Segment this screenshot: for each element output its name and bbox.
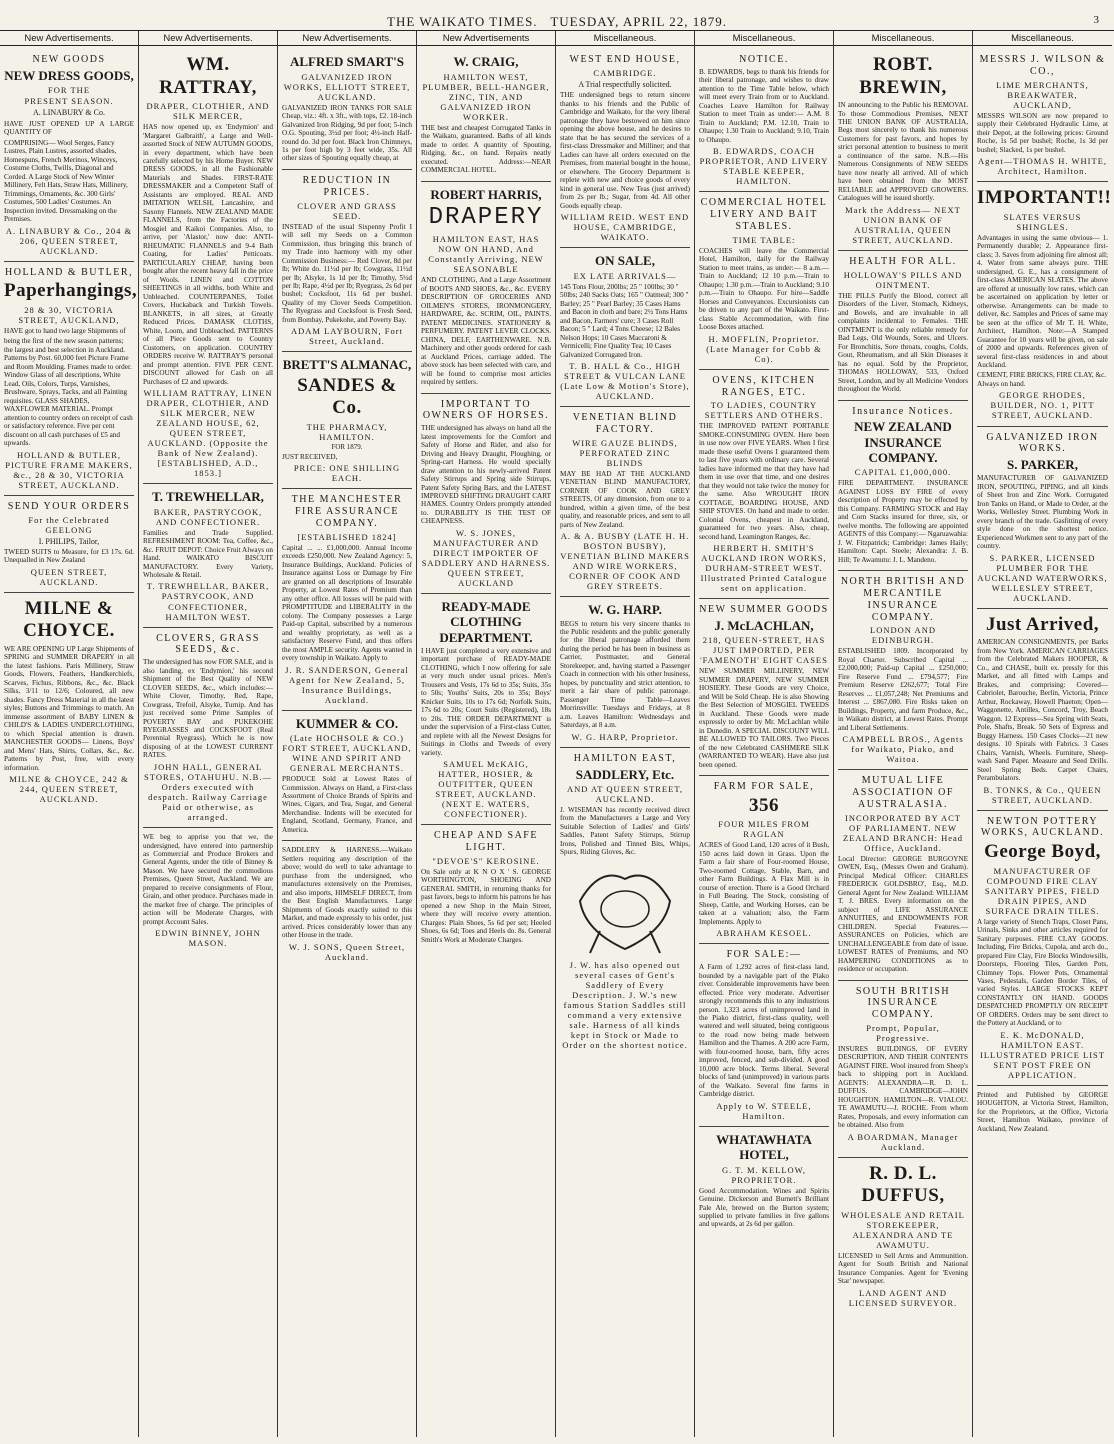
advertisement [699, 370, 829, 599]
ad-h1: HOLLAND & BUTLER, [5, 266, 133, 278]
ad-body: IN announcing to the Public his REMOVAL To those Commodious Premises, NEXT THE UNION BANK OF AUSTRALIA, Begs most sincerely to thank his numerous Customers for past favors, and hopes by strict personal attention to business to merit a continuance of the same. N.B.—His Numerous Consignments of NEW SEEDS have now nearly all arrived. All of which have been obtained from the MOST RELIABLE and APPROVED GROWERS. Catalogues will be issued shortly. [838, 101, 968, 203]
ad-foot: B. TONKS, & Co., QUEEN STREET, AUCKLAND. [983, 784, 1102, 805]
ad-body: Capital ... ... £1,000,000. Annual Income exceeds £250,000. New Zealand Agency: 5, Insurance Buildings, Auckland. Policies of Insurance against Loss or Damage by Fire are granted on all descriptions of Insurable Property, at Lowest Rates of Premium than any other office. All losses will be paid with PROMPTITUDE and LIBERALITY in the colony. The Company possesses a Large Paid-up Capital, subscribed by a numerous and wealthy proprietary, as well as a satisfactory Reserve Fund, and thus offers the most AMPLE security. Agents wanted in every township in Waikato. Apply to [282, 543, 412, 663]
advertisement [421, 182, 551, 394]
ad-caps: AND AT QUEEN STREET, AUCKLAND. [566, 783, 683, 804]
column-1 [0, 31, 139, 1437]
advertisement [143, 828, 273, 953]
ad-h2: BRETT'S ALMANAC, [282, 357, 412, 373]
ad-h2: SADDLERY, Etc. [575, 766, 675, 782]
ad-h1: NEWTON POTTERY WORKS, AUCKLAND. [980, 815, 1105, 839]
ad-sig: I. PHILIPS, Tailor, [38, 536, 100, 546]
ad-h2: READY-MADE CLOTHING DEPARTMENT. [439, 599, 533, 645]
ad-caps: MANUFACTURER OF COMPOUND FIRE CLAY SANITARY PIPES, FIELD DRAIN PIPES, AND SURFACE DRAIN TILES. [984, 865, 1101, 916]
ad-body: ACRES of Good Land, 120 acres of it Bush, 150 acres laid down in Grass. Upon the Farm a fair share of Four-roomed House, Two-roomed Cottage, Stable, Barn, and other Farm Buildings. A Flax Mill is in course of erection. There is a Good Orchard in Full Bearing. The Stock, consisting of Sheep, Cattle, and Working Horses, can be taken at a valuation; also, the Farm Implements. Apply to [699, 841, 829, 926]
ad-foot: T. B. HALL & Co., HIGH STREET & VULCAN LANE (Late Low & Motion's Store), AUCKLAND. [560, 360, 690, 402]
advertisement [282, 711, 412, 842]
column-heading: New Advertisements. [139, 31, 277, 46]
advertisement [977, 49, 1108, 182]
ad-list: CEMENT, FIRE BRICKS, FIRE CLAY, &c. Always on hand. [977, 371, 1107, 388]
ad-foot: QUEEN STREET, AUCKLAND. [30, 566, 108, 587]
ad-body: Printed and Published by GEORGE HOUGHTON, at Victoria Street, Hamilton, for the Proprietors, at the Office, Victoria Street, Hamilton Waikato, province of Auckland, New Zealand. [977, 1090, 1108, 1133]
ad-body: HAVE got to hand two large Shipments of [4, 326, 126, 335]
page-number: 3 [1093, 14, 1100, 26]
advertisement [838, 1158, 968, 1313]
ad-body: HAS now opened up, ex 'Endymion' and 'Margaret Galbraith', a Large and Well-assorted Stock of NEW AUTUMN GOODS, in every department, which have been carefully selected by his Home Buyer. NEW DRESS GOODS, in all the Fashionable Materials and Shades. FIRST-RATE DRESSMAKER and a Competent Staff of Assistants are employed. REAL AND IMITATION WELSH, Lancashire, and Saxony Flannels. NEW ZEALAND MADE FLANNELS, from the Factories of the Mosgiel and Kaikoi Companies. Also, to arrive, per 'Alastor,' now due: ANTI-RHEUMATIC FLANNELS and 9-4 Bath Coating, for Ladies' Petticoats. PARTICULARLY CHEAP, having been bought after the recent heavy fall in the price of Wools. LINEN and COTTON SHEETINGS in all widths, both White and Unbleached. COUNTERPANES, Toilet Covers, Huckaback and Turkish Towels. BLANKETS, in all sizes, at Greatly Reduced Prices. DAMASK CLOTHS, White, Loom, and Unbleached. PATTERNS of all Piece Goods sent to Country Customers, on application. COUNTRY ORDERS receive W. RATTRAY'S personal and prompt attention. FIVE PER CENT. DISCOUNT allowed for Cash on all Purchases of £2 and upwards. [143, 123, 273, 386]
ad-foot: Mark the Address— NEXT UNION BANK OF AUSTRALIA, QUEEN STREET, AUCKLAND. [845, 204, 961, 245]
advertisement [4, 262, 138, 496]
advertisement [421, 394, 551, 595]
ad-big: ROBT. BREWIN, [859, 54, 947, 98]
advertisement [977, 609, 1108, 811]
ad-body: PRODUCE Sold at Lowest Rates of Commission. Always on Hand, a First-class Assortment of Choice Brands of Spirits and Wines, Cigars, and Tea, Sugar, and General Merchandise. Indents will be executed for England, Scotland, Germany, France, and America. [282, 775, 412, 834]
ad-foot: PRICE: ONE SHILLING EACH. [293, 463, 401, 484]
ad-foot: A. & A. BUSBY (LATE H. H. BOSTON BUSBY), VENETIAN BLIND MAKERS AND WIRE WORKERS, CORNER OF COOK AND GREY STREETS. [560, 531, 690, 592]
column-heading: Miscellaneous. [695, 31, 833, 46]
column-heading: New Advertisements [417, 31, 555, 46]
ad-foot: W. J. SONS, Queen Street, Auckland. [288, 941, 406, 962]
advertisement [143, 484, 273, 627]
column-6 [695, 31, 834, 1437]
ad-caps: HAMILTON WEST, PLUMBER, BELL-HANGER, ZINC, TIN, AND GALVANIZED IRON WORKER. [422, 71, 550, 122]
advertisement [143, 628, 273, 829]
ad-body: MESSRS WILSON are now prepared to supply their Celebrated Hydraulic Lime, at their Depot, at the following prices: Ground Roche, 1s 5d per bushel; Roche, 1s 3d per bushel; Slacked, 1s per bushel. [977, 111, 1108, 154]
ad-body: INSURES BUILDINGS, OF EVERY DESCRIPTION, AND THEIR CONTENTS AGAINST FIRE. Wool insured from Sheep's back to shipping port in Auckland. AGENTS: ALEXANDRA—R. D. L. DUFFUS. CAMBRIDGE—JOHN HOUGHTON. HAMILTON—R. VIALOU. TE AWAMUTU—J. ROCHE. From whom Rates, Proposals, and every information can be obtained. Also from [838, 1044, 968, 1130]
ad-foot: GEORGE RHODES, BUILDER, NO. 1, PITT STREET, AUCKLAND. [990, 390, 1095, 421]
ad-h1: CHEAP AND SAFE LIGHT. [434, 830, 538, 854]
ad-body: ESTABLISHED 1809. Incorporated by Royal Charter. Subscribed Capital ... £2,000,000; Paid-up Capital ... £250,000; Fire Reserve Fund ... £794,577; Fire Premium Reserve £262,677; Total Fire Reserves ... £1,057,248; Net Premiums and Interest ... £867,080. Fire Risks taken on Buildings, Property, and farm Produce, &c., in Waikato district, at Lowest Rates. Prompt and Liberal Settlements. [838, 647, 968, 732]
advertisement [977, 182, 1112, 426]
advertisement [4, 49, 134, 261]
ad-caps: LIME MERCHANTS, BREAKWATER, AUCKLAND, [996, 79, 1089, 110]
column-heading: New Advertisements. [0, 31, 138, 46]
advertisement [282, 841, 412, 966]
advertisement [4, 496, 134, 593]
ad-h2: T. TREWHELLAR, [152, 489, 264, 505]
advertisement [838, 251, 968, 401]
column-heading: New Advertisements. [278, 31, 416, 46]
advertisement [838, 981, 968, 1158]
ad-foot: B. EDWARDS, COACH PROPRIETOR, AND LIVERY STABLE KEEPER, HAMILTON. [699, 146, 829, 187]
ad-h1: OVENS, KITCHEN RANGES, ETC. [712, 374, 816, 398]
ad-body: INSTEAD of the usual Sixpenny Profit I will sell my Seeds on a Common Commission, thus bringing this branch of my Trade into harmony with my other Commission Business:— Red Clover, 8d per lb; White do. 11½d per lb; Cowgrass, 11½d per lb; Alsyke, 1s 1d per lb; Timothy, 5½d per lb; Rape, 4½d per lb; Ryegrass, 2s 6d per bushel; Cocksfoot, 11s 6d per bushel. Quality of my Clover Seeds Competition. The Ryegrass and Cocksfoot is Fresh Seed, from Bombay, Pukekohe, and Poverty Bay. [282, 222, 412, 324]
ad-caps: HAMILTON EAST, HAS NOW ON HAND, And Constantly Arriving, NEW SEASONABLE [428, 234, 544, 275]
ad-caps: (Late HOCHSOLE & CO.) FORT STREET, AUCKLAND, WINE AND SPIRIT AND GENERAL MERCHANTS. [282, 732, 412, 773]
ad-caps: WHOLESALE AND RETAIL STOREKEEPER, ALEXANDRA AND TE AWAMUTU. [841, 1209, 965, 1250]
ad-caps: "DEVOE'S" KEROSINE. [432, 855, 540, 866]
ad-body: WE beg to apprise you that we, the undersigned, have entered into partnership as Commercial and Produce Brokers and General Agents, under the title of Binney & Mason. We have secured the commodious Premises, Queen Street, Auckland. We are prepared to receive consignments of Flour, Grain, and other produce. Purchases made in the market free of charge. The principles of action will be Moderate Charges, with prompt Account Sales. [143, 833, 273, 926]
advertisement [282, 489, 412, 710]
column-3 [278, 31, 417, 1437]
ad-h1: MESSRS J. WILSON & CO., [979, 54, 1106, 77]
ad-h2: WHATAWHATA HOTEL, [716, 1131, 812, 1163]
ad-h1: REDUCTION IN PRICES. [302, 174, 392, 198]
ad-caps: EX LATE ARRIVALS— [573, 270, 677, 281]
ad-big: IMPORTANT!! [977, 187, 1112, 209]
advertisement [560, 248, 690, 407]
advertisement [699, 776, 829, 944]
ad-foot: T. TREWHELLAR, BAKER, PASTRYCOOK, AND CONFECTIONER, HAMILTON WEST. [146, 581, 270, 622]
ad-caps: For the Celebrated GEELONG [28, 514, 110, 535]
column-4 [417, 31, 556, 1437]
ad-body: AMERICAN CONSIGNMENTS, per Barks from New York. AMERICAN CARRIAGES from the Celebrated Makers HOOPER, & Co., and CHASE, built ex. pressly for this Market, and all fitted with Lamps and Brakes, and comprising: Covered—Cabriolet, Barouche, Berlin, Victoria, Prince Arthur, Rockaway, Howell Phaeton; Open—Waggonette, Antilles, Concord, Troy, Beach Waggon. 12 Express—Sea Spring with Seats, Pole, Shafts, Break. 50 Sets of Express and Buggy Harness. 150 Cases Clocks—21 new designs. 10 Spirals with Fabrics. 3 Cases Chairs, Varnish, Wheels. Furniture, Sheep-wash Sand Paper. Measure and Seed Drills. Steel Spring Beds. Carpet Chairs, Perambulators. [977, 638, 1108, 783]
ad-h1: CLOVERS, GRASS SEEDS, &c. [156, 632, 260, 656]
ad-xbig: DRAPERY [428, 203, 544, 231]
ad-foot: E. K. McDONALD, HAMILTON EAST. ILLUSTRATED PRICE LIST SENT POST FREE ON APPLICATION. [980, 1029, 1105, 1080]
ad-foot: HERBERT H. SMITH'S AUCKLAND IRON WORKS, DURHAM-STREET WEST. Illustrated Printed Catalogue sent on application. [700, 543, 828, 594]
advertisement [977, 1086, 1108, 1139]
ad-h1: THE MANCHESTER FIRE ASSURANCE COMPANY. [291, 494, 403, 529]
ad-body: SADDLERY & HARNESS.—Waikato Settlers requiring any description of the above; would do well to take advantage to purchase from the undersigned, who manufactures extensively on the Premises, and also imports, HIMSELF DIRECT, from the Best English Manufacturers. Large Shipments of Goods exactly suited to this Market, and made expressly to his order, just arrived. Prices considerably lower than any other House in the trade. [282, 846, 412, 940]
ad-body: TWEED SUITS to Measure, for £3 17s. 6d. Unequalled in New Zealand [4, 548, 134, 565]
advertisement [699, 49, 829, 192]
ad-big: 356 [749, 794, 779, 816]
ad-body: B. EDWARDS, begs to thank his friends for their liberal patronage, and wishes to draw attention to the Time Table below, which will meet every Train from or to Auckland. Coaches Leave Hamilton for Railway Station to meet Train as under:— A.M. 8 Train to Auckland; P.M. 12.10, Train to Ohaupo; 1.30 Train to Auckland; 9.10, Train to Ohaupo. [699, 68, 829, 144]
ad-caps: FOR THE [47, 85, 91, 96]
ad-body: A Farm of 1,292 acres of first-class land, bounded by a navigable part of the Piako river. Considerable improvements have been effected. Price very moderate. Advertiser strongly recommends this to any industrious person. 1,323 acres of unimproved land in the Piako district, first-class quality, well watered and well situated, being contiguous to the road now being made between Hamilton and the Thames. A 200 acre Farm, with four-roomed house, barn, fifty acres improved, fenced, and sub-divided. A good 10,000 acre block. Terms liberal. Several blocks of land (unimproved) in various parts of the Waikato. Several fine farms in Cambridge district. [699, 963, 829, 1099]
masthead [0, 0, 1114, 31]
ad-caps: LONDON AND EDINBURGH. [870, 625, 936, 646]
ad-body: LICENSED to Sell Arms and Ammunition. Agent for South British and National Insurance Companies. Agent for 'Evening Star' newspaper. [838, 1251, 968, 1286]
advertisement [977, 427, 1108, 609]
advertisement [699, 192, 829, 369]
ad-foot: JOHN HALL, GENERAL STORES, OTAHUHU. N.B.—Orders executed with despatch. Railway Carriage Paid or otherwise, as arranged. [144, 761, 272, 823]
ad-caps: CAPITAL £1,000,000. [854, 467, 952, 478]
ad-caps: HOLLOWAY'S PILLS AND OINTMENT. [843, 269, 963, 290]
ad-caps: 218, QUEEN-STREET, HAS JUST IMPORTED, PER 'FAMENOTH' EIGHT CASES [700, 635, 828, 666]
ad-caps: FOUR MILES FROM RAGLAN [718, 819, 810, 840]
column-8 [973, 31, 1112, 1437]
ad-h2: W. CRAIG, [453, 54, 519, 70]
masthead-date: TUESDAY, APRIL 22, 1879. [550, 14, 727, 29]
ad-h1: NOTICE. [739, 54, 789, 66]
ad-h1: HAMILTON EAST, [573, 752, 677, 764]
ad-h1: NEW GOODS [32, 54, 106, 66]
column-5 [556, 31, 695, 1437]
ad-caps: 28 & 30, VICTORIA STREET, AUCKLAND, [18, 304, 120, 325]
ad-body: MANUFACTURER OF GALVANIZED IRON, SPOUTING, PIPING, and all kinds of Sheet Iron and Zinc Work. Corrugated Iron Tanks on Hand, or Made to Order, at the Works, Wellesley Street. Plumbing Work in every branch of the trade. Gasfitting of every style done on the shortest notice. Experienced Workmen sent to any part of the country. [977, 474, 1108, 551]
ad-foot: A. LINABURY & Co., 204 & 206, QUEEN STREET, AUCKLAND. [5, 225, 133, 256]
advertisement [977, 811, 1108, 1086]
ad-foot: LAND AGENT AND LICENSED SURVEYOR. [848, 1287, 958, 1308]
ad-big: R. D. L. DUFFUS, [861, 1162, 945, 1207]
ad-body: Local Director: GEORGE BURGOYNE OWEN, Esq., (Messrs Owen and Graham). Principal Medical Officer: CHARLES FREDERICK GOLDSBRO', Esq., M.D. General Agent for New Zealand: WILLIAM T. J. BRES. Every information on the subject of LIFE ASSURANCE ANNUITIES, and ENDOWMENTS FOR CHILDREN. Special Features.—ASSURANCES on Policies, which are UNCHALLENGEABLE from date of issue. LOWEST RATES of Premiums, and NO HAMPERING CONDITIONS as to residence or occupation. [838, 854, 968, 974]
ad-body: Advantages in using the same obvious— 1. Permanently durable; 2. Appearance first-class; 3. Saves from adjoining fire almost all; 4. Water from same always pure. THE undersigned, G. E., has a consignment of first-class AMERICAN SLATES. The above are offered at unusually low rates, which can be ascertained on application by letter or otherwise. Arrangements can be made to deliver, &c. Samples and Prices of same may be seen at the office of Mr T. H. White, Architect, Hamilton. Note:—A Stamped Guarantee for 10 years will be given, on sale of 2000 and upwards. References given of several first-class residences in and about Auckland. [977, 233, 1108, 369]
ad-h1: VENETIAN BLIND FACTORY. [572, 412, 678, 435]
advertisement [421, 594, 551, 825]
ad-h1: IMPORTANT TO OWNERS OF HORSES. [422, 398, 550, 422]
ad-h1: SEND YOUR ORDERS [7, 500, 131, 512]
column-heading: Miscellaneous. [973, 31, 1112, 46]
ad-h1: GALVANIZED IRON WORKS. [986, 431, 1099, 455]
ad-body: HAVE JUST OPENED UP A LARGE QUANTITY OF [4, 119, 134, 137]
ad-big: Just Arrived, [985, 613, 1100, 635]
ad-big: WM. RATTRAY, [159, 54, 257, 98]
ad-caps: BAKER, PASTRYCOOK, AND CONFECTIONER. [153, 506, 263, 527]
column-heading: Miscellaneous. [834, 31, 972, 46]
ad-list: being the first of the new season patterns; the largest and best selection in Auckland. Patterns by Post. 60,000 feet Picture Frame and Room Moulding. Frames made to order. Window Glass of all descriptions, White Lead, Oils, Colors, Turps, Varnishes, Brushware, Sprays, Tacks, and all Painting requisites. GLASS SHADES, WAXFLOWER MATERIAL. Prompt attention to country orders on receipt of cash or satisfactory reference. Five per cent discount on all cash purchases of £5 and upwards. [4, 337, 133, 448]
ad-caps: TIME TABLE: [732, 234, 796, 245]
advertisement [838, 401, 968, 572]
ad-body: THE PILLS Purify the Blood, correct all Disorders of the Liver, Stomach, Kidneys, and Bowels, and are invaluable in all complaints incidental to Females. THE OINTMENT is the only reliable remedy for Bad Legs, Old Wounds, Sores, and Ulcers. For Bronchitis, Sore throats, coughs, Colds, Gout, Rheumatism, and all Skin Diseases it has no equal. Sold by the Proprietor, THOMAS HOLLOWAY, 533, Oxford Street, London, and by all Medicine Vendors throughout the World. [838, 291, 968, 394]
ad-body: The undersigned has now FOR SALE, and is also landing, ex 'Endymion,' his second Shipment of the Best Quality of NEW CLOVER SEEDS, &c., which includes:— White Clover, Timothy, Red, Rape, Cowgrass, Trefoil, Alsyke, Turnip. And has just received some Prime Samples of POVERTY BAY and PUKEKOHE RYEGRASSES and COCKSFOOT (Real Perennial Ryegrass), Which he is now disposing of at the LOWEST CURRENT RATES. [143, 658, 273, 760]
ad-body: Good Accommodation. Wines and Spirits Genuine. Dickerson and Burnett's Brilliant Pale Ale, brewed on the Burton system; supplied to private families in five gallons and upwards, at 2s 6d per gallon. [699, 1186, 829, 1229]
ad-h1: WEST END HOUSE, [569, 54, 681, 66]
ad-body: THE IMPROVED PATENT PORTABLE SMOKE-CONSUMING OVEN. Here been in use now over FIVE YEARS. When I first made these useful Ovens I guaranteed them to last five years with ordinary care. Several ladies have informed me that they have had them in use over that time, and one desires that they would not take twice the money for the same. Also WROUGHT IRON COTTAGE, BOARDING HOUSE, AND SHIP STOVES. On hand and made to order. Colonial Ovens, cheapest in Auckland, guaranteed for two years. Also, cheap, second hand, Leamington Ranges, &c. [699, 422, 829, 541]
advertisement [838, 49, 968, 251]
ad-body: THE best and cheapest Corrugated Tanks in the Waikato, guaranteed. Baths of all kinds made to order. A quantity of Spouting, Ridging, &c., on hand. Repairs neatly executed. Address:—NEAR COMMERCIAL HOTEL. [421, 123, 551, 175]
ad-caps: WIRE GAUZE BLINDS, PERFORATED ZINC BLINDS [572, 437, 678, 468]
advertisement [143, 49, 273, 484]
ad-foot: J. R. SANDERSON, General Agent for New Zealand, 5, Insurance Buildings, Auckland. [285, 664, 409, 705]
ad-body: NEW SUMMER MILLINERY, NEW SUMMER DRAPERY, NEW SUMMER HOSIERY. These Goods are very Choice, and Will be Sold Cheap. He is also Showing the Best Selection of MOSGIEL TWEEDS in Auckland. These Goods were made expressly to order by Mr. McLachlan while in Dunedin. A SPECIAL DISCOUNT WILL BE ALLOWED TO TAILORS. Two Pieces of the new Celebrated CASHMERE SILK (WARRANTED TO WEAR). Have also just been opened. [699, 667, 829, 769]
ad-caps: THE PHARMACY, HAMILTON. [306, 421, 388, 442]
ad-body: GALVANIZED IRON TANKS FOR SALE Cheap, viz.: 4ft. x 3ft., with tops, £2. 18-inch Galvanized Iron Ridging, 9d per foot; 5-inch O.G. Spouting, 3½d per foot; 4½-inch Half-round do. 3d per foot. Black Iron Chimneys, 1s per foot high by 3 feet wide, 35s. All other sizes of Spouting equally cheap, at [282, 103, 412, 163]
ad-body: WE ARE OPENING UP Large Shipments of SPRING and SUMMER DRAPERY in all the latest fashions. Paris Millinery, Straw Goods, Flowers, Feathers, Handkerchiefs, Scarves, Fichus, Ribbons, &c., &c. Black Silks, 3/11 to 12/6; Coloured, all new shades. Fancy Dress Material in all the latest styles; Buttons and Trimmings to match. An immense assortment of BABY LINEN & CHILD'S & LADIES UNDERCLOTHING, to which Special attention is drawn. MANCHESTER GOODS— Linens, Boys' and Mens' Hats, Shirts, Collars, &c., &c. Patterns by Post, free, with every information. [4, 644, 134, 772]
ad-body: J. WISEMAN has recently received direct from the Manufacturers a Large and Very Suitable Selection of Ladies' and Girls' Saddles, Patent Safety Stirrups, Stirrup Irons, Polished and Tinned Bits, Whips, Spurs, Riding Gloves, &c. [560, 805, 690, 857]
ad-h1: FOR SALE:— [726, 949, 802, 961]
ad-body: Families and Trade Supplied. REFRESHMENT ROOM: Tea, Coffee, &c., &c. FRUIT DEPOT: Choice Fruit Always on Hand. WAIKATO BISCUIT MANUFACTORY. Every Variety, Wholesale & Retail. [143, 528, 273, 579]
ad-foot: WILLIAM REID. WEST END HOUSE, CAMBRIDGE, WAIKATO. [560, 212, 690, 243]
ad-foot: EDWIN BINNEY, JOHN MASON. [155, 928, 261, 949]
ad-body: JUST RECEIVED, [282, 452, 338, 461]
ad-foot: ADAM LAYBOURN, Fort Street, Auckland. [291, 326, 403, 347]
ad-h1: NORTH BRITISH AND MERCANTILE INSURANCE COMPANY. [840, 576, 966, 623]
advertisement [560, 597, 690, 748]
ad-body: MAY BE HAD AT THE AUCKLAND VENETIAN BLIND MANUFACTORY, CORNER OF COOK AND GREY STREETS, Of any dimension, from one to a hundred, within a given time, of the best quality, and reasonable prices, and sent to all parts of New Zealand. [560, 469, 690, 529]
ad-caps: CAMBRIDGE. [593, 68, 657, 78]
ad-h2: KUMMER & CO. [295, 715, 399, 731]
ad-body: AND CLOTHING, And a Large Assortment of BOOTS AND SHOES, &c., &c. EVERY DESCRIPTION OF GROCERIES AND OILMEN'S STORES, IRONMONGERY, HARDWARE, &c. SCRIM, OIL, PAINTS. PATENT MEDICINES. STATIONERY & PERFUMERY. PATENT LEVER CLOCKS. CHINA, DELF, EARTHENWARE. N.B. Machinery and other goods ordered for cash at Auckland Prices, carriage added. The above stock has been selected with care, and will be found to comprise most articles required by settlers. [421, 276, 551, 387]
ad-caps: DRAPER, CLOTHIER, AND SILK MERCER, [146, 101, 270, 122]
column-7 [834, 31, 973, 1437]
ad-list: COMPRISING— Wool Serges, Fancy Lustres, Plain Lustres, assorted shades, Homespuns, French Merinos, Winceys, Costume Cloths, Twills, Diagonal and Corded. A Large Stock of New Winter Millinery, Felt Hats, Straw Hats, Millinery, Trimmings, Ornaments, &c. 300 Girls' Costumes, 500 Ladies' Costumes. An Inspection invited. Dressmaking on the Premises. [4, 138, 128, 224]
masthead-title: THE WAIKATO TIMES. [387, 14, 538, 29]
ad-h1: SOUTH BRITISH INSURANCE COMPANY. [855, 985, 951, 1021]
advertisement [282, 352, 412, 489]
ad-caps: SLATES VERSUS SHINGLES. [1003, 211, 1082, 232]
advertisement [421, 49, 551, 181]
ad-foot: Agent—THOMAS H. WHITE, Architect, Hamilton. [977, 156, 1108, 177]
ad-h2: ALFRED SMART'S [289, 54, 405, 70]
advertisement [560, 748, 690, 1055]
ad-body: BEGS to return his very sincere thanks to the Public residents and the public generally for the liberal patronage afforded them during the period he has been in business as Carrier, Postmaster, and General Storekeeper, and, having started a Passenger Coach in connection with his other business, hopes, by punctuality and strict attention, to merit a fair share of public patronage. Passenger Time Table—Leaves Morrinsville: Tuesdays and Fridays, at 8 a.m. Leaves Hamilton: Wednesdays and Saturdays, at 8 a.m. [560, 619, 690, 730]
ad-foot: J. W. has also opened out several cases of Gent's Saddlery of Every Description. J. W.'s new famous Station Saddles still command a very extensive sale. Harness of all kinds kept in Stock or Made to Order on the shortest notice. [562, 959, 688, 1050]
advertisement [4, 593, 134, 809]
ad-caps2: PRESENT SEASON. [24, 96, 114, 107]
advertisement [699, 599, 829, 776]
ad-h1: NEW SUMMER GOODS [699, 604, 829, 616]
advertisement [560, 49, 690, 248]
ad-foot: W. S. JONES, MANUFACTURER AND DIRECT IMPORTER OF SADDLERY AND HARNESS. QUEEN STREET, AUCKLAND [421, 527, 551, 588]
ad-h2: ON SALE, [595, 253, 655, 269]
ad-foot: WILLIAM RATTRAY, LINEN DRAPER, CLOTHIER, AND SILK MERCER, NEW ZEALAND HOUSE, 62, QUEEN STREET, AUCKLAND. (Opposite the Bank of New Zealand). [ESTABLISHED, A.D., 1853.] [143, 388, 273, 479]
ad-body: COACHES will leave the Commercial Hotel, Hamilton, daily for the Railway Station to meet trains, as under:— 8 a.m.—Train to Auckland; 12 10 p.m.—Train to Ohaupo; 1.30 p.m.—Train to Auckland; 9.10 p.m.—Train to Ohaupo. For hire—Saddle Horses and Conveyances. Excursionists can be driven to any part of the Waikato. First-class Stable Accommodation, with fine Loose Boxes attached. [699, 246, 829, 332]
ad-h2: W. G. HARP. [588, 602, 662, 618]
saddle-illustration [570, 861, 680, 956]
ad-foot: H. MOFFLIN, Proprietor. (Late Manager for Cobb & Co). [706, 333, 822, 364]
ad-list: 145 Tons Flour, 200lbs; 25 " 100lbs; 30 " 50lbs; 240 Sacks Oats; 165 " Oatmeal; 300 " Barley; 25 " Pearl Barley; 35 Cases Hams and Bacon in cloth and bare; 2½ Tons Hams and Bacon, Farmers' cure; 3 Cases Roll Bacon; 5 " Lard; 4 Tons Cheese; 12 Bales Nelson Hops; 10 Cases Maccaroni & Vermicelli; Fine Quality Tea; 10 Cases Galvanized Corrugated Iron. [560, 282, 689, 359]
advertisement [838, 770, 968, 980]
ad-body: A large variety of Stench Traps, Closet Pans, Urinals, Sinks and other articles required for Sanitary purposes. FIRE CLAY GOODS. Including, Fire Bricks, Cupola, and arch do., prepared Fire Clay, Fire Blocks Windowsills, Doorsteps, Flooring Tiles, Garden Pots, Chimney Tops. Flower Pots, Ornamental Vases, Pedestals, Garden Border Tiles, of varied Styles. LARGE STOCKS KEPT CONSTANTLY ON HAND. GOODS DESPATCHED PROMPTLY ON RECEIPT OF ORDERS. Orders may be sent direct to the Pottery at Auckland, or to [977, 917, 1108, 1028]
ad-body: THE undersigned has always on hand all the latest improvements for the Comfort and Safety of Horse and Rider, and also for Driving and Heavy Draught, Ploughing, or Spring-cart Harness. He would specially draw attention to his newly-arrived Patent Safety Stirrups and Spring side Stirrups, Patent Safety Spring Bars, and the LATEST IMPROVED SHIFTING DRAUGHT CART HAMES. Country Orders promptly attended to. DURABILITY IS THE TEST OF CHEAPNESS. [421, 424, 551, 526]
column-heading: Miscellaneous. [556, 31, 694, 46]
ad-foot: SAMUEL McKAIG, HATTER, HOSIER, & OUTFITTER, QUEEN STREET, AUCKLAND. (NEXT E. WATERS, CONFECTIONER). [435, 759, 537, 820]
ad-small: FOR 1879. [331, 442, 363, 451]
ad-caps: TO LADIES, COUNTRY SETTLERS AND OTHERS. [704, 400, 824, 421]
ad-caps: [ESTABLISHED 1824] [297, 531, 397, 542]
ad-caps: INCORPORATED BY ACT OF PARLIAMENT. NEW ZEALAND BRANCH: Head Office, Auckland. [842, 812, 964, 853]
ad-big: MILNE & CHOYCE. [23, 598, 115, 642]
ad-h2: ROBERT HARRIS, [430, 186, 542, 202]
advertisement [560, 407, 690, 597]
ad-caps: CLOVER AND GRASS SEED. [297, 200, 397, 221]
ad-big: Paperhangings, [4, 280, 138, 302]
advertisement [838, 571, 968, 770]
advertisement [699, 1127, 829, 1235]
ad-body: THE undersigned begs to return sincere thanks to his friends and the Public of Cambridge and Waikato, for the very liberal patronage they have bestowed on him since opening the above house, and he desires to state that he has secured the services of a first-class Dressmaker and Milliner; and that Ladies can have all orders executed on the Premises, from material bought in the house, or elsewhere. The Grocery Department is replete with new and choice goods of every kind in general use. New Teas (just arrived) from 2s per lb.; Sugar, from 4d. All other Goods equally cheap. [560, 91, 690, 210]
ad-h1: HEALTH FOR ALL. [849, 255, 957, 267]
advertisement [282, 170, 412, 352]
column-container [0, 31, 1114, 1437]
advertisement [282, 49, 412, 170]
ad-sig: A Trial respectfully solicited. [578, 80, 672, 90]
ad-foot: W. G. HARP, Proprietor. [571, 731, 679, 742]
advertisement [421, 825, 551, 950]
ad-h2: S. PARKER, [1007, 457, 1078, 473]
ad-h2: NEW DRESS GOODS, [4, 68, 134, 83]
ad-h2: J. McLACHLAN, [714, 618, 814, 633]
ad-caps: GALVANIZED IRON WORKS, ELLIOTT STREET, AUCKLAND. [283, 71, 411, 102]
ad-sig: A. LINABURY & Co. [33, 108, 105, 118]
ad-foot: MILNE & CHOYCE, 242 & 244, QUEEN STREET, AUCKLAND. [9, 774, 129, 805]
ad-h1: COMMERCIAL HOTEL LIVERY AND BAIT STABLES. [700, 197, 828, 233]
column-2 [139, 31, 278, 1437]
ad-foot: CAMPBELL BROS., Agents for Waikato, Piako, and Waitoa. [842, 734, 964, 765]
ad-foot: HOLLAND & BUTLER, PICTURE FRAME MAKERS, &c., 28 & 30, VICTORIA STREET, AUCKLAND. [5, 449, 133, 490]
ad-caps: Prompt, Popular, Progressive. [866, 1022, 940, 1043]
ad-big: SANDES & Co. [297, 374, 397, 419]
ad-body: On Sale only at K N O X ' S. GEORGE WORTHINGTON, SHOEING AND GENERAL SMITH, in returning thanks for past favors, begs to inform his patrons he has opened a new Shop in the Main Street, where they will receive every attention. Charges: Plain Shoes, 5s 6d per set; Heeled Shoes, 6s 6d; Toes and Heels do. 8s. General Smith's Work at Moderate Charges. [421, 868, 551, 944]
ad-foot: A BOARDMAN, Manager Auckland. [847, 1131, 959, 1152]
ad-h1: FARM FOR SALE, [713, 781, 815, 793]
ad-h2: NEW ZEALAND INSURANCE COMPANY. [854, 419, 952, 465]
ad-caps: G. T. M. KELLOW, PROPRIETOR. [721, 1164, 807, 1185]
ad-foot: ABRAHAM KESOEL. [716, 928, 812, 939]
advertisement [699, 944, 829, 1127]
ad-big: George Boyd, [984, 841, 1101, 863]
ad-h1: MUTUAL LIFE ASSOCIATION OF AUSTRALASIA. [852, 775, 954, 810]
ad-h1: Insurance Notices. [852, 405, 954, 417]
ad-foot: Apply to W. STEELE, Hamilton. [716, 1100, 812, 1121]
ad-foot: S. PARKER, LICENSED PLUMBER FOR THE AUCKLAND WATERWORKS, WELLESLEY STREET, AUCKLAND. [977, 552, 1108, 603]
ad-body: FIRE DEPARTMENT. INSURANCE AGAINST LOSS BY FIRE of every description of Property may be effected by this Company. FARMING STOCK and Hay and Corn Stacks insured for three, six, or twelve months. The following are appointed AGENTS of this Company:— Ngaruawahia: J. W. Fitzpatrick; Cambridge: James Haily; Hamilton: Capt. Steele; Alexandra: J. B. Hill; Te Awamutu: J. L. Mandeno. [838, 479, 968, 564]
ad-body: I HAVE just completed a very extensive and important purchase of READY-MADE CLOTHING, which I now offering for sale at very much under usual prices. Men's Trousers and Vests, 17s 6d to 35s; Suits, 35s to 50s; Youths' Suits, 20s to 35s; Boys' Knicker Suits, 10s to 17s 6d; Norfolk Suits, 17s 6d to 20s; Court Suits (Registered), 18s to 20s. THE ORDER DEPARTMENT is under the supervision of a First-class Cutter, and replete with all the Newest Designs for Suitings in Cloths and Tweeds of every variety. [421, 647, 551, 757]
